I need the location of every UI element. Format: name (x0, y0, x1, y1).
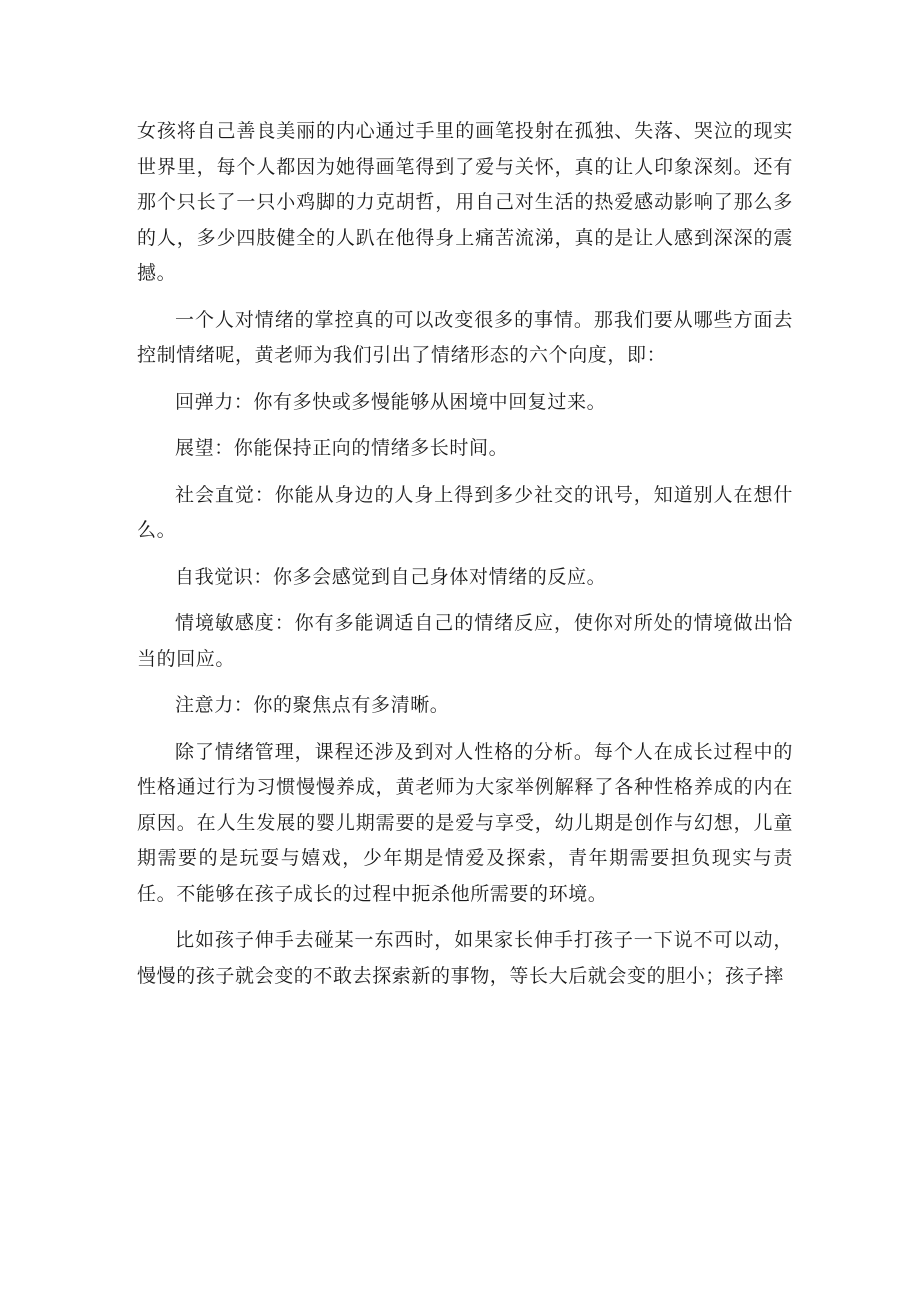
paragraph-9: 除了情绪管理，课程还涉及到对人性格的分析。每个人在成长过程中的性格通过行为习惯慢慢养成，黄老师为大家举例解释了各种性格养成的内在原因。在人生发展的婴儿期需要的是爱与享受，幼儿期是创作与幻想，儿童期需要的是玩耍与嬉戏，少年期是情爱及探索，青年期需要担负现实与责任。不能够在孩子成长的过程中扼杀他所需要的环境。 (137, 740, 793, 905)
paragraph-3: 回弹力：你有多快或多慢能够从困境中回复过来。 (175, 390, 607, 413)
paragraph-2: 一个人对情绪的掌控真的可以改变很多的事情。那我们要从哪些方面去控制情绪呢，黄老师为我们引出了情绪形态的六个向度，即： (137, 308, 793, 366)
paragraph-5: 社会直觉：你能从身边的人身上得到多少社交的讯号，知道别人在想什么。 (137, 483, 793, 541)
paragraph-8: 注意力：你的聚焦点有多清晰。 (175, 694, 450, 716)
document-body (137, 114, 793, 1005)
paragraph-4: 展望：你能保持正向的情绪多长时间。 (175, 437, 509, 459)
paragraph-7: 情境敏感度：你有多能调适自己的情绪反应，使你对所处的情境做出恰当的回应。 (137, 612, 793, 670)
paragraph-6: 自我觉识：你多会感觉到自己身体对情绪的反应。 (175, 565, 607, 588)
paragraph-10: 比如孩子伸手去碰某一东西时，如果家长伸手打孩子一下说不可以动，慢慢的孩子就会变的不敢去探索新的事物，等长大后就会变的胆小；孩子摔 (137, 929, 793, 987)
paragraph-1: 女孩将自己善良美丽的内心通过手里的画笔投射在孤独、失落、哭泣的现实世界里，每个人都因为她得画笔得到了爱与关怀，真的让人印象深刻。还有那个只长了一只小鸡脚的力克胡哲，用自己对生活的热爱感动影响了那么多的人，多少四肢健全的人趴在他得身上痛苦流涕，真的是让人感到深深的震撼。 (137, 120, 793, 284)
